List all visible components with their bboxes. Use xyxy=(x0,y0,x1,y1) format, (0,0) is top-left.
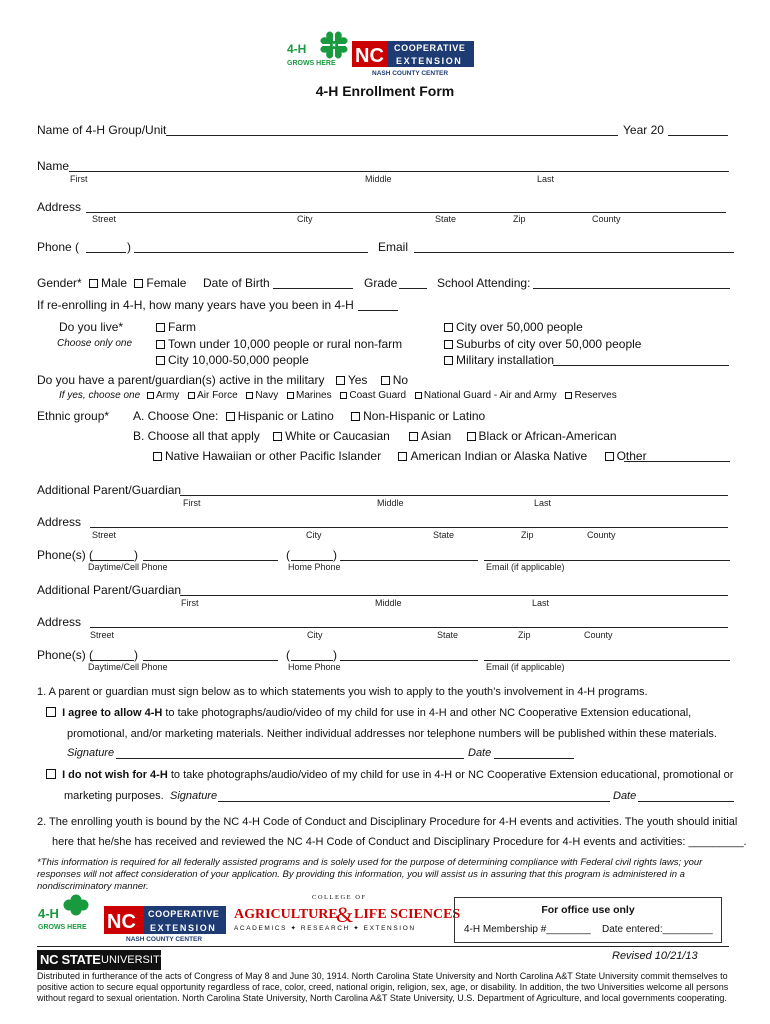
guardian1-address-field[interactable] xyxy=(90,527,728,528)
office-use-box xyxy=(454,897,722,943)
live-option-military[interactable]: Military installation xyxy=(444,352,641,369)
branch-army[interactable]: Army xyxy=(147,390,179,401)
checkbox-icon[interactable] xyxy=(444,340,453,349)
ncsu-logo-state: NC STATE xyxy=(40,952,101,967)
consent-agree-text: to take photographs/audio/video of my child for use in 4-H and other NC Cooperative Extension educational, xyxy=(162,707,692,719)
consent-notwish-text: to take photographs/audio/video of my child for use in 4-H or NC Cooperative Extension educational, promotional or xyxy=(167,769,734,781)
checkbox-icon[interactable] xyxy=(134,279,143,288)
consent-notwish-text-2: marketing purposes. xyxy=(64,790,164,802)
live-note: Choose only one xyxy=(57,338,133,349)
guardian1-home-open-paren: ( xyxy=(286,548,290,562)
military-question: Do you have a parent/guardian(s) active in the military xyxy=(37,373,325,387)
guardian2-home-open-paren: ( xyxy=(286,648,290,662)
consent-agree-text-2: promotional, and/or marketing materials. Neither individual addresses nor telephone numbers will be published within these materials. xyxy=(67,728,717,740)
if-yes-label: If yes, choose one xyxy=(59,390,141,401)
guardian1-name-field[interactable] xyxy=(180,495,728,496)
guardian1-label: Additional Parent/Guardian xyxy=(37,483,182,497)
gender-male-option[interactable]: Male xyxy=(89,276,127,290)
ethnic-non-hispanic-option[interactable]: Non-Hispanic or Latino xyxy=(351,409,485,423)
branch-navy[interactable]: Navy xyxy=(246,390,278,401)
phone-number-field[interactable] xyxy=(134,252,368,253)
checkbox-icon[interactable] xyxy=(381,376,390,385)
guardian1-cell-field[interactable] xyxy=(143,560,278,561)
guardian1-city-caption: City xyxy=(306,530,322,540)
footer-4h-extension-logo xyxy=(36,892,226,942)
consent-item-2: 2. The enrolling youth is bound by the NC 4-H Code of Conduct and Disciplinary Procedure for 4-H events and activities. The youth should initial xyxy=(37,816,738,828)
guardian1-email-caption: Email (if applicable) xyxy=(486,562,565,572)
race-other-field[interactable] xyxy=(624,461,730,462)
ethnic-b-row xyxy=(133,429,617,443)
guardian2-phones-label: Phone(s) ( xyxy=(37,648,94,662)
checkbox-icon[interactable] xyxy=(351,412,360,421)
svg-text:EXTENSION: EXTENSION xyxy=(150,923,217,933)
guardian2-home-field[interactable] xyxy=(340,660,478,661)
guardian1-home-field[interactable] xyxy=(340,560,478,561)
consent-notwish-row xyxy=(46,769,733,782)
checkbox-icon[interactable] xyxy=(336,376,345,385)
ncsu-logo xyxy=(37,950,168,970)
dob-label: Date of Birth xyxy=(203,276,270,290)
guardian1-zip-caption: Zip xyxy=(521,530,534,540)
svg-text:ACADEMICS ✦ RESEARCH ✦ EXTENSI: ACADEMICS ✦ RESEARCH ✦ EXTENSION xyxy=(234,925,416,932)
dob-field[interactable] xyxy=(273,288,353,289)
disclaimer-text: *This information is required for all federally assisted programs and is solely used for the purpose of determining compliance with Federal civil rights laws; your responses will not affect consideration of your application. By providing this information, you will assist us in assuring that this program is administered in a nondiscriminatory manner. xyxy=(37,857,703,892)
svg-text:EXTENSION: EXTENSION xyxy=(396,56,463,66)
svg-text:NC: NC xyxy=(355,45,384,67)
consent-agree-checkbox[interactable] xyxy=(46,707,56,717)
svg-text:COOPERATIVE: COOPERATIVE xyxy=(394,43,466,53)
ethnic-hispanic-option[interactable]: Hispanic or Latino xyxy=(226,409,334,423)
guardian2-home-caption: Home Phone xyxy=(288,662,341,672)
name-field[interactable] xyxy=(69,171,729,172)
school-label: School Attending: xyxy=(437,276,531,290)
military-branches-row xyxy=(59,390,617,402)
phone-label: Phone ( xyxy=(37,240,80,254)
guardian2-daytime-caption: Daytime/Cell Phone xyxy=(88,662,168,672)
consent-agree-bold: I agree to allow 4-H xyxy=(62,707,163,719)
military-installation-field[interactable] xyxy=(553,365,729,366)
svg-text:GROWS HERE: GROWS HERE xyxy=(287,60,336,67)
group-unit-label: Name of 4-H Group/Unit xyxy=(37,123,167,137)
checkbox-icon[interactable] xyxy=(398,452,407,461)
svg-text:COLLEGE OF: COLLEGE OF xyxy=(312,894,367,901)
ethnic-b-row-2 xyxy=(153,449,647,463)
consent-item-1: 1. A parent or guardian must sign below as to which statements you wish to apply to the youth’s involvement in 4-H programs. xyxy=(37,686,648,698)
school-field[interactable] xyxy=(533,288,730,289)
address-county-caption: County xyxy=(592,214,621,224)
guardian1-cell-area-field[interactable] xyxy=(90,560,134,561)
svg-text:COOPERATIVE: COOPERATIVE xyxy=(148,909,220,919)
race-white-option[interactable]: White or Caucasian xyxy=(273,429,390,443)
guardian1-home-area-field[interactable] xyxy=(291,560,333,561)
reenroll-field[interactable] xyxy=(358,310,398,311)
branch-coast-guard[interactable]: Coast Guard xyxy=(340,390,406,401)
race-black-option[interactable]: Black or African-American xyxy=(467,429,617,443)
race-native-american-option[interactable]: American Indian or Alaska Native xyxy=(398,449,587,463)
guardian1-last-caption: Last xyxy=(534,498,552,508)
live-option-city-mid[interactable]: City 10,000-50,000 people xyxy=(156,352,402,369)
revised-date: Revised 10/21/13 xyxy=(612,950,698,962)
live-option-farm[interactable]: Farm xyxy=(156,319,402,336)
consent-notwish-date-field[interactable] xyxy=(638,801,734,802)
guardian1-daytime-caption: Daytime/Cell Phone xyxy=(88,562,168,572)
guardian1-middle-caption: Middle xyxy=(377,498,404,508)
checkbox-icon[interactable] xyxy=(188,392,195,399)
checkbox-icon[interactable] xyxy=(409,432,418,441)
ethnic-a-row xyxy=(133,409,485,423)
svg-text:4-H: 4-H xyxy=(38,906,59,921)
checkbox-icon[interactable] xyxy=(273,432,282,441)
cals-logo xyxy=(232,892,461,932)
checkbox-icon[interactable] xyxy=(156,323,165,332)
consent-item-2-line-2: here that he/she has received and reviewed the NC 4-H Code of Conduct and Disciplinary Procedure for 4-H events and activities: _________. xyxy=(52,836,747,848)
svg-text:4-H: 4-H xyxy=(287,42,307,56)
checkbox-icon[interactable] xyxy=(89,279,98,288)
checkbox-icon[interactable] xyxy=(444,323,453,332)
ethnic-a-label: A. Choose One: xyxy=(133,409,219,423)
guardian2-home-area-field[interactable] xyxy=(291,660,333,661)
grade-label: Grade xyxy=(364,276,398,290)
office-date-entered: Date entered:_________ xyxy=(602,924,713,935)
checkbox-icon[interactable] xyxy=(246,392,253,399)
guardian1-street-caption: Street xyxy=(92,530,117,540)
guardian2-paren: ) xyxy=(134,648,138,662)
checkbox-icon[interactable] xyxy=(467,432,476,441)
guardian2-zip-caption: Zip xyxy=(518,630,531,640)
footer-divider xyxy=(37,946,729,947)
office-membership: 4-H Membership #________ xyxy=(464,924,591,935)
email-field[interactable] xyxy=(414,252,734,253)
consent-notwish-signature-label: Signature xyxy=(170,790,218,802)
address-zip-caption: Zip xyxy=(513,214,526,224)
guardian2-email-caption: Email (if applicable) xyxy=(486,662,565,672)
svg-text:NC: NC xyxy=(107,911,136,933)
guardian2-address-label: Address xyxy=(37,615,82,629)
military-yes-option[interactable]: Yes xyxy=(336,373,368,387)
checkbox-icon[interactable] xyxy=(147,392,154,399)
guardian1-state-caption: State xyxy=(433,530,455,540)
branch-national-guard[interactable]: National Guard - Air and Army xyxy=(415,390,557,401)
checkbox-icon[interactable] xyxy=(444,356,453,365)
name-label: Name xyxy=(37,159,70,173)
guardian2-state-caption: State xyxy=(437,630,459,640)
checkbox-icon[interactable] xyxy=(605,452,614,461)
email-label: Email xyxy=(378,240,409,254)
race-hawaiian-option[interactable]: Native Hawaiian or other Pacific Islander xyxy=(153,449,381,463)
consent-agree-row xyxy=(46,707,691,720)
military-row xyxy=(37,373,408,387)
live-options-left xyxy=(156,319,402,369)
checkbox-icon[interactable] xyxy=(226,412,235,421)
nc-cooperative-extension-logo xyxy=(352,41,476,76)
consent-notwish-checkbox[interactable] xyxy=(46,769,56,779)
address-field[interactable] xyxy=(86,212,726,213)
checkbox-icon[interactable] xyxy=(153,452,162,461)
checkbox-icon[interactable] xyxy=(287,392,294,399)
phone-area-field[interactable] xyxy=(86,252,126,253)
race-asian-option[interactable]: Asian xyxy=(409,429,451,443)
live-option-city-large[interactable]: City over 50,000 people xyxy=(444,319,641,336)
guardian1-home-caption: Home Phone xyxy=(288,562,341,572)
svg-text:NASH COUNTY CENTER: NASH COUNTY CENTER xyxy=(372,70,449,77)
guardian2-middle-caption: Middle xyxy=(375,598,402,608)
guardian1-phones-label: Phone(s) ( xyxy=(37,548,94,562)
guardian2-cell-area-field[interactable] xyxy=(90,660,134,661)
svg-text:&: & xyxy=(336,902,354,927)
svg-text:GROWS HERE: GROWS HERE xyxy=(38,924,87,931)
reenroll-label: If re-enrolling in 4-H, how many years have you been in 4-H xyxy=(37,298,354,312)
live-label: Do you live* xyxy=(59,320,124,334)
guardian1-email-field[interactable] xyxy=(484,560,730,561)
guardian1-address-label: Address xyxy=(37,515,82,529)
guardian2-county-caption: County xyxy=(584,630,613,640)
branch-marines[interactable]: Marines xyxy=(287,390,332,401)
guardian2-street-caption: Street xyxy=(90,630,115,640)
group-unit-field[interactable] xyxy=(166,135,618,136)
guardian2-city-caption: City xyxy=(307,630,323,640)
page-title: 4-H Enrollment Form xyxy=(315,83,455,99)
consent-agree-signature-label: Signature xyxy=(67,747,115,759)
guardian2-email-field[interactable] xyxy=(484,660,730,661)
consent-notwish-date-label: Date xyxy=(613,790,637,802)
checkbox-icon[interactable] xyxy=(565,392,572,399)
branch-air-force[interactable]: Air Force xyxy=(188,390,238,401)
checkbox-icon[interactable] xyxy=(340,392,347,399)
live-option-suburbs[interactable]: Suburbs of city over 50,000 people xyxy=(444,336,641,353)
guardian2-cell-field[interactable] xyxy=(143,660,278,661)
svg-text:NASH COUNTY CENTER: NASH COUNTY CENTER xyxy=(126,936,203,943)
guardian2-label: Additional Parent/Guardian xyxy=(37,583,182,597)
gender-label: Gender* xyxy=(37,276,82,290)
name-first-caption: First xyxy=(70,174,88,184)
office-title: For office use only xyxy=(541,904,635,916)
consent-notwish-signature-field[interactable] xyxy=(218,801,610,802)
live-option-town[interactable]: Town under 10,000 people or rural non-farm xyxy=(156,336,402,353)
guardian2-last-caption: Last xyxy=(532,598,550,608)
guardian1-home-paren: ) xyxy=(333,548,337,562)
address-label: Address xyxy=(37,200,82,214)
race-other-option[interactable]: Other xyxy=(605,449,647,463)
name-last-caption: Last xyxy=(537,174,555,184)
grade-field[interactable] xyxy=(399,288,427,289)
year-label: Year 20 xyxy=(623,123,664,137)
branch-reserves[interactable]: Reserves xyxy=(565,390,616,401)
name-middle-caption: Middle xyxy=(365,174,392,184)
phone-paren: ) xyxy=(127,240,131,254)
ncsu-logo-university: UNIVERSITY xyxy=(101,954,168,966)
gender-row xyxy=(37,276,186,290)
address-state-caption: State xyxy=(435,214,457,224)
footer-legal-text: Distributed in furtherance of the acts of Congress of May 8 and June 30, 1914. North Carolina State University and North Carolina A&T State University commit themselves to positive action to secure equal opportunity regardless of race, color, creed, national origin, religion, sex, age, or disability. In addition, the two Universities welcome all persons without regard to sexual orientation. North Carolina State University, North Carolina A&T State University, U.S. Department of Agriculture, and local governments cooperating. xyxy=(37,971,729,1003)
guardian2-name-field[interactable] xyxy=(180,595,728,596)
ethnic-b-label: B. Choose all that apply xyxy=(133,429,260,443)
consent-notwish-bold: I do not wish for 4-H xyxy=(62,769,168,781)
svg-text:AGRICULTURE: AGRICULTURE xyxy=(234,907,338,922)
address-street-caption: Street xyxy=(92,214,117,224)
year-field[interactable] xyxy=(668,135,728,136)
guardian1-county-caption: County xyxy=(587,530,616,540)
checkbox-icon[interactable] xyxy=(156,340,165,349)
consent-agree-signature-field[interactable] xyxy=(116,758,464,759)
gender-female-option[interactable]: Female xyxy=(134,276,186,290)
guardian2-first-caption: First xyxy=(181,598,199,608)
checkbox-icon[interactable] xyxy=(156,356,165,365)
four-h-logo xyxy=(287,42,349,68)
svg-text:LIFE SCIENCES: LIFE SCIENCES xyxy=(354,907,461,922)
live-options-right xyxy=(444,319,641,369)
guardian1-paren: ) xyxy=(134,548,138,562)
checkbox-icon[interactable] xyxy=(415,392,422,399)
address-city-caption: City xyxy=(297,214,313,224)
guardian2-address-field[interactable] xyxy=(90,627,728,628)
consent-agree-date-label: Date xyxy=(468,747,492,759)
ethnic-label: Ethnic group* xyxy=(37,409,110,423)
military-no-option[interactable]: No xyxy=(381,373,408,387)
guardian1-first-caption: First xyxy=(183,498,201,508)
guardian2-home-paren: ) xyxy=(333,648,337,662)
consent-agree-date-field[interactable] xyxy=(494,758,574,759)
